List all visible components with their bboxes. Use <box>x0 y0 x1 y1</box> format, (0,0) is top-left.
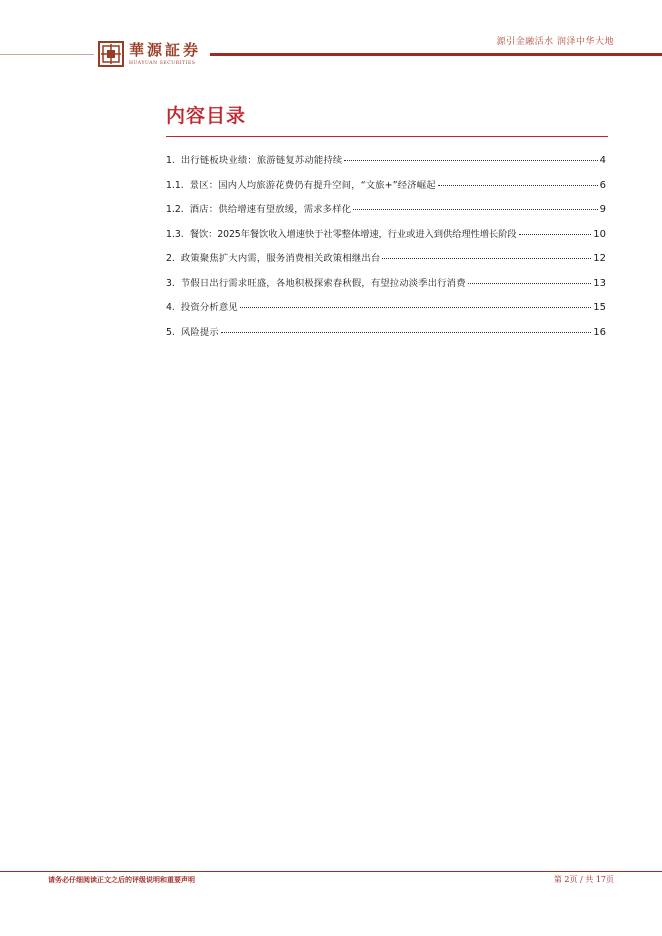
toc-entry-page: 9 <box>599 204 606 215</box>
toc-entry-page: 10 <box>593 228 606 240</box>
header-slogan: 源引金融活水 润泽中华大地 <box>496 37 614 47</box>
toc-title: 内容目录 <box>166 105 247 127</box>
toc-entry-page: 16 <box>593 326 606 338</box>
toc-entry[interactable] <box>166 324 606 349</box>
toc-entry-text: 酒店：供给增速有望放缓，需求多样化 <box>189 204 352 215</box>
toc-entry-number: 1.3. <box>166 228 184 240</box>
toc-entry[interactable] <box>166 201 606 226</box>
toc-divider <box>166 136 608 137</box>
toc-leader-dots <box>468 283 591 284</box>
logo-mark-icon <box>98 41 124 67</box>
toc-entry[interactable] <box>166 152 606 177</box>
toc-entry-page: 13 <box>593 277 606 289</box>
footer-page-info: 第 2页 / 共 17页 <box>553 875 614 884</box>
toc-leader-dots <box>382 258 591 259</box>
toc-entry-text: 景区：国内人均旅游花费仍有提升空间，“文旅+”经济崛起 <box>189 179 436 191</box>
toc-entry-page: 6 <box>599 179 606 191</box>
toc-link[interactable] <box>166 177 606 191</box>
footer-divider <box>0 871 662 872</box>
footer-disclaimer: 请务必仔细阅读正文之后的评级说明和重要声明 <box>48 875 195 884</box>
toc-link[interactable] <box>166 275 606 289</box>
toc-entry-text: 风险提示 <box>180 326 219 338</box>
toc-entry-text: 节假日出行需求旺盛，各地积极探索春秋假，有望拉动淡季出行消费 <box>180 277 466 289</box>
toc-leader-dots <box>221 332 591 333</box>
toc-entry[interactable] <box>166 177 606 202</box>
toc-link[interactable] <box>166 299 606 313</box>
toc-entry-page: 15 <box>593 302 606 313</box>
toc-entry-text: 出行链板块业绩：旅游链复苏动能持续 <box>180 155 343 166</box>
toc-entry[interactable] <box>166 299 606 324</box>
page-header <box>0 0 662 80</box>
logo-chinese-name: 華源証券 <box>129 41 202 59</box>
toc-entry-number: 1. <box>166 155 175 166</box>
header-divider-thin <box>0 54 94 55</box>
toc-link[interactable] <box>166 226 606 240</box>
toc-link[interactable] <box>166 250 606 264</box>
toc-entry-number: 3. <box>166 277 175 289</box>
toc-entry-number: 2. <box>166 253 175 264</box>
toc-entry-number: 5. <box>166 326 175 338</box>
toc-entry-text: 餐饮：2025年餐饮收入增速快于社零整体增速，行业或进入到供给理性增长阶段 <box>189 228 517 240</box>
toc-entry-text: 投资分析意见 <box>180 302 238 313</box>
toc-leader-dots <box>344 160 597 161</box>
toc-link[interactable] <box>166 201 606 215</box>
toc-leader-dots <box>353 209 597 210</box>
toc-entry-number: 4. <box>166 302 175 313</box>
toc-entry-number: 1.2. <box>166 204 184 215</box>
toc-entry-text: 政策聚焦扩大内需，服务消费相关政策相继出台 <box>180 253 381 264</box>
toc-entry-page: 12 <box>593 253 606 264</box>
toc-entry[interactable] <box>166 275 606 300</box>
toc-list <box>166 152 606 348</box>
header-divider-thick <box>210 53 662 56</box>
toc-leader-dots <box>519 234 592 235</box>
logo-english-name: HUAYUAN SECURITIES <box>129 61 196 66</box>
toc-link[interactable] <box>166 324 606 338</box>
toc-entry-number: 1.1. <box>166 179 184 191</box>
toc-entry-page: 4 <box>599 155 606 166</box>
toc-entry[interactable] <box>166 226 606 251</box>
toc-entry[interactable] <box>166 250 606 275</box>
toc-leader-dots <box>438 185 598 186</box>
toc-leader-dots <box>240 307 591 308</box>
company-logo <box>98 41 201 67</box>
toc-link[interactable] <box>166 152 606 166</box>
